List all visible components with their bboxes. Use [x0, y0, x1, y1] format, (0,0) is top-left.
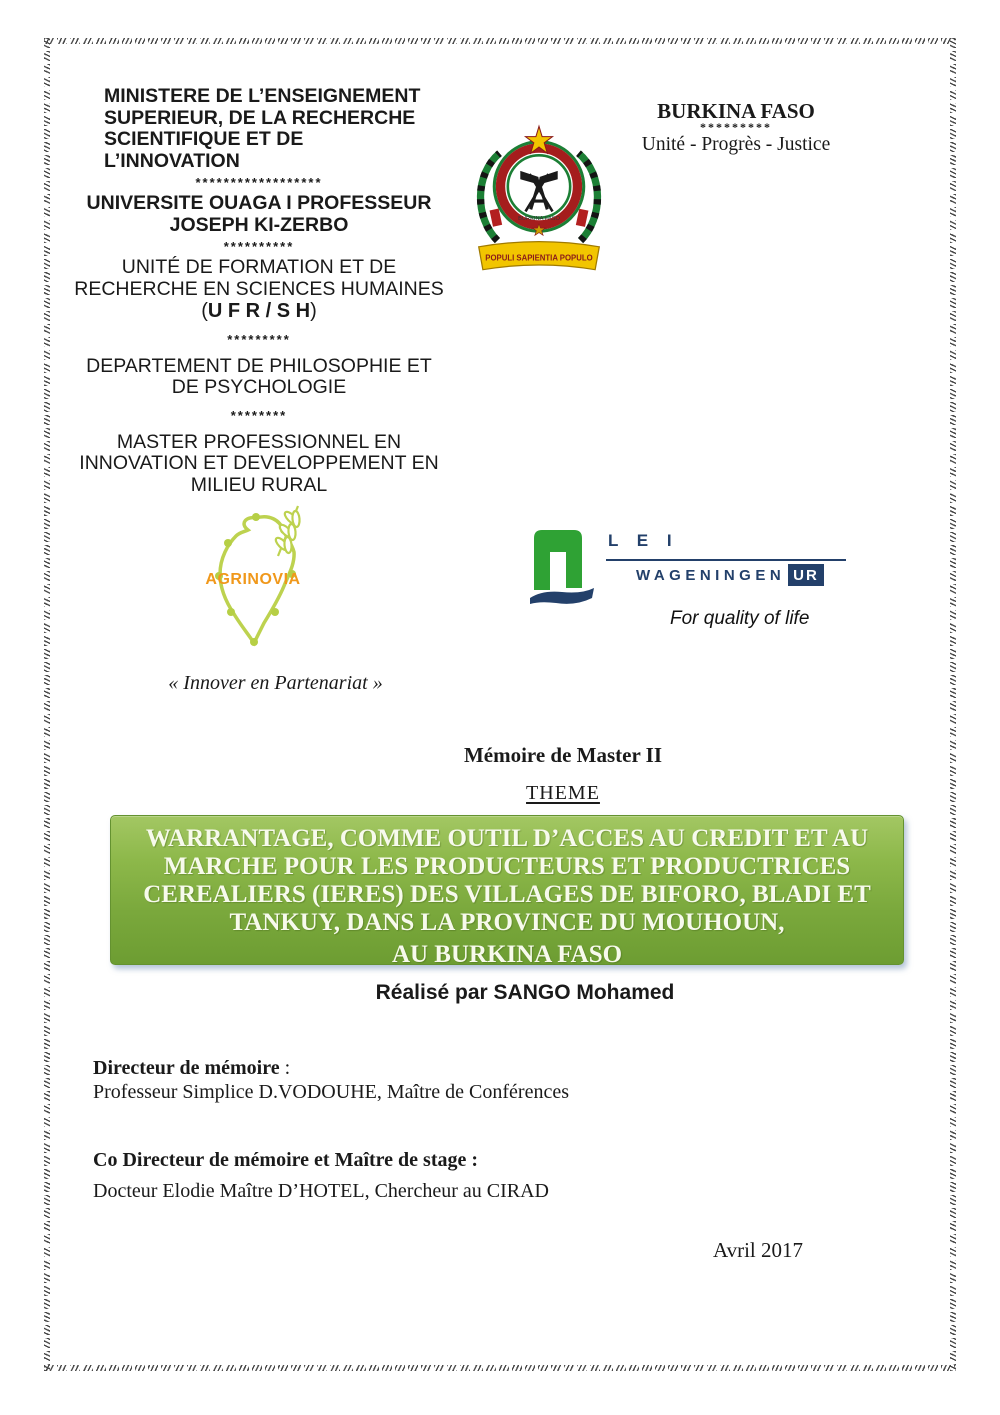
- codirector-name: Docteur Elodie Maître D’HOTEL, Chercheur au CIRAD: [93, 1180, 549, 1202]
- national-motto: Unité - Progrès - Justice: [641, 134, 831, 155]
- country-name: BURKINA FASO: [657, 99, 815, 123]
- director-label-line: [93, 1057, 793, 1080]
- department-name: [70, 356, 448, 399]
- supervisors-block: [93, 1057, 793, 1203]
- stars-separator: ******************: [195, 175, 323, 190]
- director-label: Directeur de mémoire: [93, 1057, 280, 1079]
- lei-wageningen-logo: [526, 526, 856, 636]
- page-border-left: [44, 38, 50, 1371]
- author-line: Réalisé par SANGO Mohamed: [375, 981, 675, 1004]
- lei-divider-line: [606, 559, 846, 561]
- paren: ): [310, 300, 317, 322]
- master-line: MASTER PROFESSIONNEL EN: [116, 430, 402, 453]
- university-line: UNIVERSITE OUAGA I PROFESSEUR: [86, 192, 432, 214]
- stars-separator: **********: [223, 239, 295, 254]
- wageningen-name: WAGENINGEN: [636, 567, 786, 584]
- emblem-motto-text: POPULI SAPIENTIA POPULO: [485, 253, 593, 263]
- master-program-name: [70, 432, 448, 497]
- lei-gate-icon: [526, 528, 598, 604]
- ufr-acronym: [70, 301, 448, 323]
- ufr-line: UNITÉ DE FORMATION ET DE: [121, 256, 397, 278]
- ufr-name: [70, 257, 448, 323]
- department-line: DEPARTEMENT DE PHILOSOPHIE ET: [86, 354, 432, 377]
- ministry-line: SUPERIEUR, DE LA RECHERCHE: [104, 106, 416, 129]
- ur-badge: UR: [788, 564, 824, 586]
- ministry-line: L’INNOVATION: [104, 149, 240, 172]
- page-border-top: [44, 38, 956, 44]
- wheat-ear-icon: [274, 506, 300, 556]
- codirector-label: Co Directeur de mémoire et Maître de stage :: [93, 1149, 479, 1171]
- ministry-line: MINISTERE DE L’ENSEIGNEMENT: [104, 85, 421, 107]
- thesis-title-block: [110, 815, 904, 968]
- ministry-line: SCIENTIFIQUE ET DE: [104, 128, 304, 150]
- director-colon: :: [279, 1057, 291, 1079]
- thesis-title-line: CEREALIERS (IERES) DES VILLAGES DE BIFORO, BLADI ET: [143, 881, 871, 908]
- agrinovia-label: AGRINOVIA: [205, 571, 301, 588]
- burkina-faso-coat-of-arms: [466, 120, 612, 278]
- master-line: MILIEU RURAL: [190, 473, 328, 496]
- memoire-heading-block: [113, 743, 1000, 805]
- ufr-line: RECHERCHE EN SCIENCES HUMAINES: [74, 277, 444, 300]
- ministry-title: [70, 86, 448, 172]
- emblem-inner-caption: BURKINA FASO: [518, 215, 560, 222]
- director-name: Professeur Simplice D.VODOUHE, Maître de Conférences: [93, 1081, 569, 1103]
- stars-separator: *********: [227, 331, 291, 347]
- agrinovia-tagline: « Innover en Partenariat »: [168, 672, 383, 694]
- agrinovia-logo: [190, 492, 325, 660]
- ufr-acronym-text: U F R / S H: [207, 300, 311, 322]
- lei-slogan: For quality of life: [670, 608, 810, 629]
- stars-separator: ********: [230, 407, 288, 423]
- theme-label: THEME: [526, 782, 600, 804]
- lei-gate-shape: [534, 530, 582, 590]
- university-line: JOSEPH KI-ZERBO: [169, 213, 349, 236]
- institution-column: [70, 86, 448, 496]
- page-border-right: [950, 38, 956, 1371]
- national-block: [625, 100, 847, 157]
- thesis-title-line: MARCHE POUR LES PRODUCTEURS ET PRODUCTRICES: [163, 853, 851, 880]
- university-name: [70, 193, 448, 236]
- lei-base-wave: [530, 588, 594, 604]
- date: Avril 2017: [713, 1238, 804, 1262]
- master-line: INNOVATION ET DEVELOPPEMENT EN: [79, 452, 439, 474]
- paren: (: [201, 300, 208, 322]
- department-line: DE PSYCHOLOGIE: [171, 376, 347, 398]
- memoire-heading: Mémoire de Master II: [463, 743, 663, 767]
- thesis-title-line-last: AU BURKINA FASO: [391, 941, 623, 968]
- lei-name: L E I: [608, 531, 679, 550]
- page-border-bottom: [44, 1365, 956, 1371]
- stars-separator: *********: [700, 120, 772, 134]
- thesis-title-line: TANKUY, DANS LA PROVINCE DU MOUHOUN,: [229, 909, 785, 936]
- thesis-title-line: WARRANTAGE, COMME OUTIL D’ACCES AU CREDIT ET AU: [145, 825, 869, 852]
